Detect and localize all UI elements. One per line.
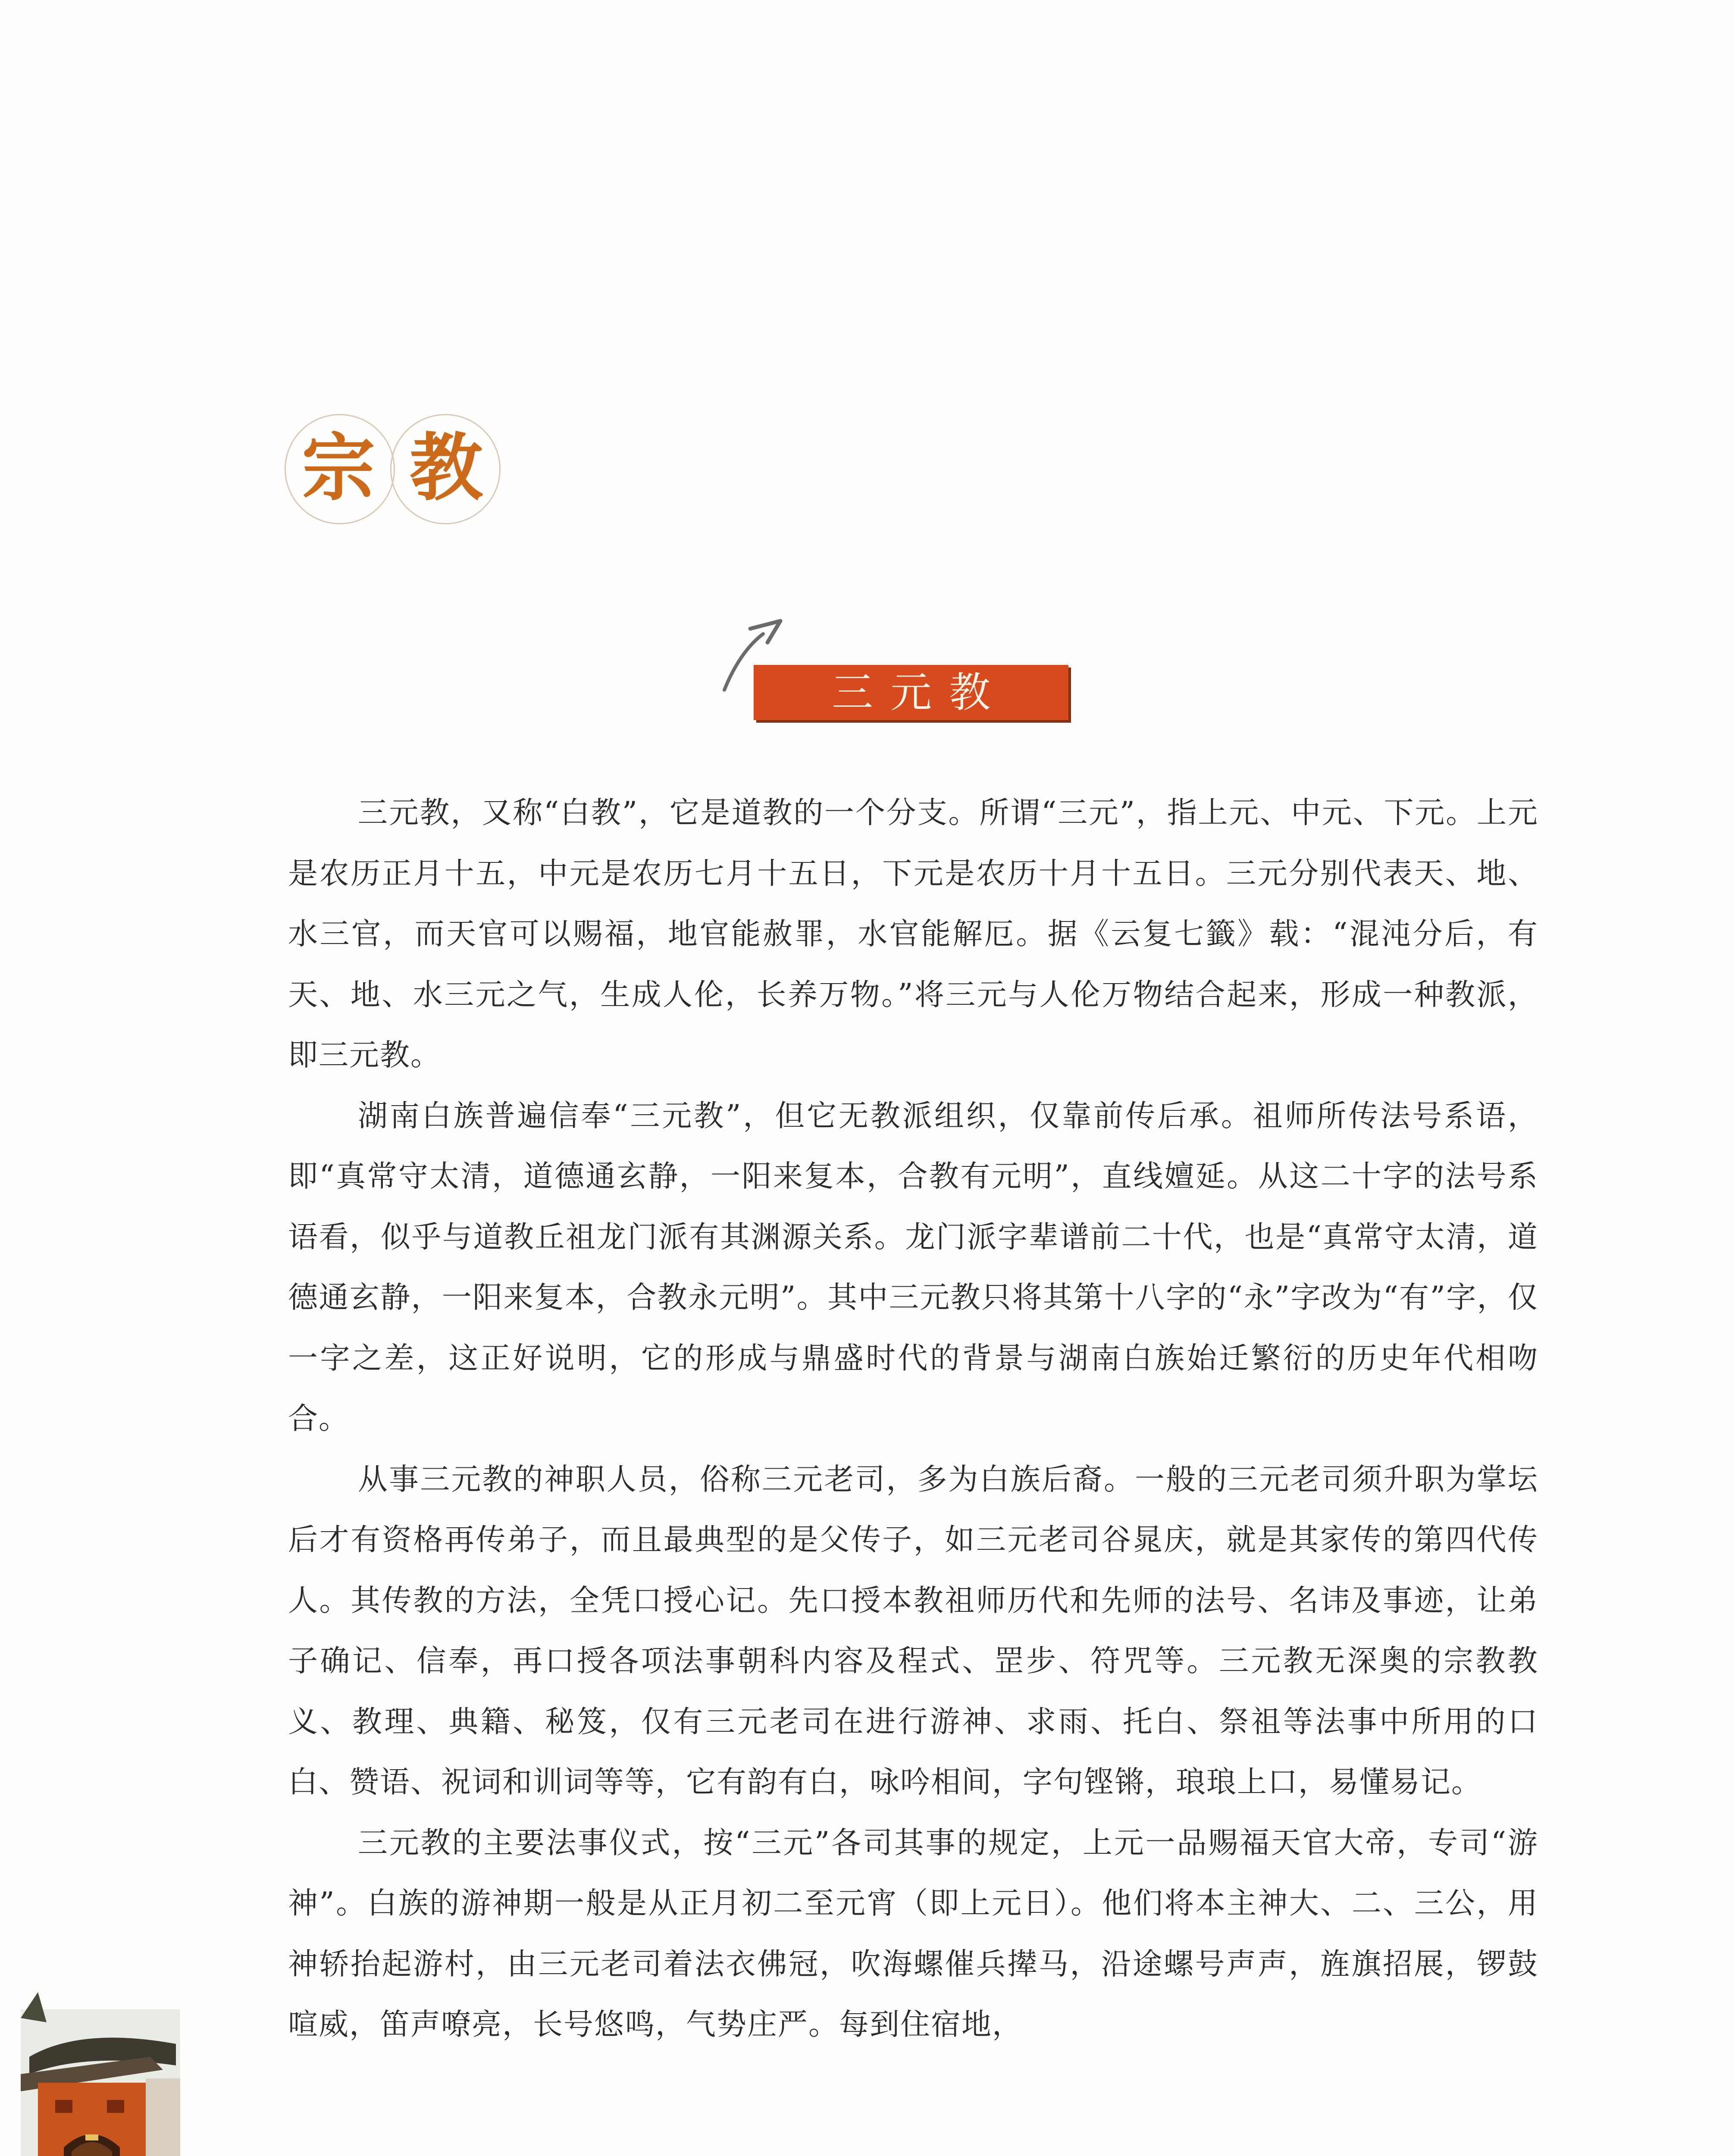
paragraph: 三元教，又称“白教”，它是道教的一个分支。所谓“三元”，指上元、中元、下元。上元是农历正月十五，中元是农历七月十五日，下元是农历十月十五日。三元分别代表天、地、水三官，而天官可以赐福，地官能赦罪，水官能解厄。据《云复七籤》载：“混沌分后，有天、地、水三元之气，生成人伦，长养万物。”将三元与人伦万物结合起来，形成一种教派，即三元教。 (288, 796, 1538, 1072)
chapter-heading (285, 414, 526, 526)
paragraph: 湖南白族普遍信奉“三元教”，但它无教派组织，仅靠前传后承。祖师所传法号系语，即“真常守太清，道德通玄静，一阳来复本，合教有元明”，直线嬗延。从这二十字的法号系语看，似乎与道教丘祖龙门派有其渊源关系。龙门派字辈谱前二十代，也是“真常守太清，道德通玄静，一阳来复本，合教永元明”。其中三元教只将其第十八字的“永”字改为“有”字，仅一字之差，这正好说明，它的形成与鼎盛时代的背景与湖南白族始迁繁衍的历史年代相吻合。 (288, 1098, 1538, 1436)
section-heading (716, 617, 1074, 729)
article-body (288, 783, 1538, 2055)
chapter-char-2: 教 (409, 425, 483, 511)
chapter-char-1: 宗 (301, 425, 375, 511)
paragraph: 三元教的主要法事仪式，按“三元”各司其事的规定，上元一品赐福天官大帝，专司“游神”。白族的游神期一般是从正月初二至元宵（即上元日）。他们将本主神大、二、三公，用神轿抬起游村，由三元老司着法衣佛冠，吹海螺催兵撵马，沿途螺号声声，旌旗招展，锣鼓喧威，笛声嘹亮，长号悠鸣，气势庄严。每到住宿地， (288, 1825, 1538, 2042)
section-title: 三元教 (754, 665, 1068, 720)
paragraph: 从事三元教的神职人员，俗称三元老司，多为白族后裔。一般的三元老司须升职为掌坛后才有资格再传弟子，而且最典型的是父传子，如三元老司谷晁庆，就是其家传的第四代传人。其传教的方法，全凭口授心记。先口授本教祖师历代和先师的法号、名讳及事迹，让弟子确记、信奉，再口授各项法事朝科内容及程式、罡步、符咒等。三元教无深奥的宗教教义、教理、典籍、秘笈，仅有三元老司在进行游神、求雨、托白、祭祖等法事中所用的口白、赞语、祝词和训词等等，它有韵有白，咏吟相间，字句铿锵，琅琅上口，易懂易记。 (288, 1462, 1538, 1799)
temple-photo (21, 1992, 180, 2156)
